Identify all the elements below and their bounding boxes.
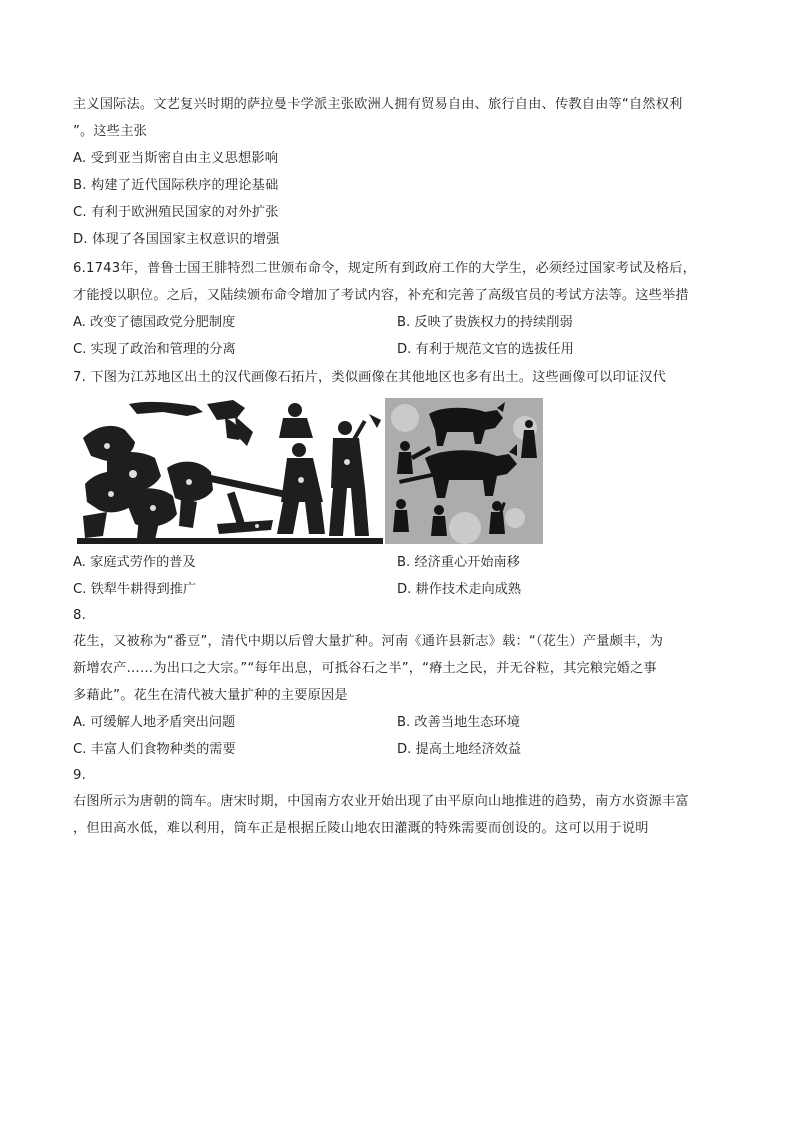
han-stone-rubbing-plough-image [77, 398, 383, 544]
q6-stem-line2: 才能授以职位。之后，又陆续颁布命令增加了考试内容，补充和完善了高级官员的考试方法等。这些举措 [73, 288, 689, 303]
q5-option-b: B. 构建了近代国际秩序的理论基础 [73, 178, 279, 193]
q7-option-d: D. 耕作技术走向成熟 [397, 582, 522, 597]
q6-stem-line1: 6.1743年，普鲁士国王腓特烈二世颁布命令，规定所有到政府工作的大学生，必须经过国家考试及格后， [73, 261, 697, 276]
q8-stem-line3: 多藉此”。花生在清代被大量扩种的主要原因是 [73, 688, 348, 703]
q6-option-c: C. 实现了政治和管理的分离 [73, 342, 236, 357]
q8-number: 8. [73, 608, 86, 623]
q5-stem-line2: ”。这些主张 [73, 124, 147, 139]
q7-option-a: A. 家庭式劳作的普及 [73, 555, 196, 570]
q7-option-c: C. 铁犁牛耕得到推广 [73, 582, 197, 597]
q8-stem-line1: 花生，又被称为“番豆”，清代中期以后曾大量扩种。河南《通许县新志》载：“（花生）产量颇丰，为 [73, 634, 664, 649]
q7-stem: 7. 下图为江苏地区出土的汉代画像石拓片，类似画像在其他地区也多有出土。这些画像可以印证汉代 [73, 370, 667, 385]
q6-option-b: B. 反映了贵族权力的持续削弱 [397, 315, 573, 330]
q5-stem-line1: 主义国际法。文艺复兴时期的萨拉曼卡学派主张欧洲人拥有贸易自由、旅行自由、传教自由等“自然权利 [73, 97, 683, 112]
q6-option-d: D. 有利于规范文官的选拔任用 [397, 342, 574, 357]
q8-option-a: A. 可缓解人地矛盾突出问题 [73, 715, 236, 730]
han-stone-rubbing-oxen-image [385, 398, 543, 544]
q7-option-b: B. 经济重心开始南移 [397, 555, 520, 570]
q5-option-c: C. 有利于欧洲殖民国家的对外扩张 [73, 205, 279, 220]
q5-option-d: D. 体现了各国国家主权意识的增强 [73, 232, 280, 247]
q6-option-a: A. 改变了德国政党分肥制度 [73, 315, 236, 330]
q9-stem-line1: 右图所示为唐朝的筒车。唐宋时期，中国南方农业开始出现了由平原向山地推进的趋势，南方水资源丰富 [73, 794, 689, 809]
q5-option-a: A. 受到亚当斯密自由主义思想影响 [73, 151, 279, 166]
q9-stem-line2: ，但田高水低，难以利用，筒车正是根据丘陵山地农田灌溉的特殊需要而创设的。这可以用于说明 [73, 821, 649, 836]
q7-figure [73, 398, 545, 544]
q9-number: 9. [73, 768, 86, 783]
q8-stem-line2: 新增农产……为出口之大宗。”“每年出息，可抵谷石之半”，“瘠土之民，并无谷粒，其完粮完婚之事 [73, 661, 657, 676]
q8-option-c: C. 丰富人们食物种类的需要 [73, 742, 236, 757]
q8-option-b: B. 改善当地生态环境 [397, 715, 520, 730]
q8-option-d: D. 提高土地经济效益 [397, 742, 522, 757]
